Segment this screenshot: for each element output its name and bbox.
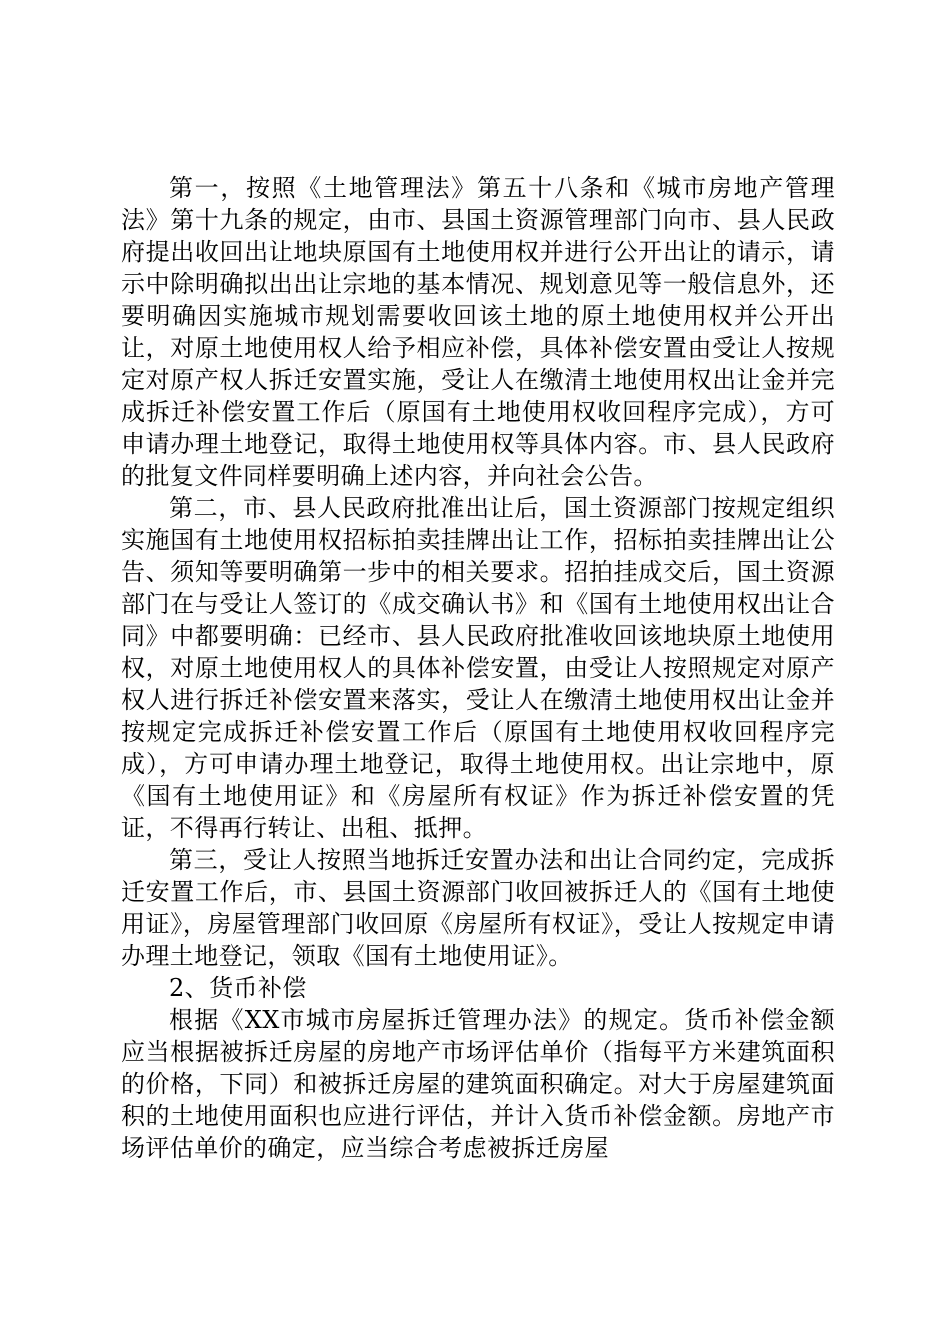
paragraph-second: 第二，市、县人民政府批准出让后，国土资源部门按规定组织实施国有土地使用权招标拍卖挂牌出让工作，招标拍卖挂牌出让公告、须知等要明确第一步中的相关要求。招拍挂成交后，国土资源部门在与受让人签订的《成交确认书》和《国有土地使用权出让合同》中都要明确：已经市、县人民政府批准收回该地块原土地使用权，对原土地使用权人的具体补偿安置，由受让人按照规定对原产权人进行拆迁补偿安置来落实，受让人在缴清土地使用权出让金并按规定完成拆迁补偿安置工作后（原国有土地使用权收回程序完成），方可申请办理土地登记，取得土地使用权。出让宗地中，原《国有土地使用证》和《房屋所有权证》作为拆迁补偿安置的凭证，不得再行转让、出租、抵押。 xyxy=(121,494,835,842)
document-body xyxy=(121,172,835,1164)
paragraph-first: 第一，按照《土地管理法》第五十八条和《城市房地产管理法》第十九条的规定，由市、县国土资源管理部门向市、县人民政府提出收回出让地块原国有土地使用权并进行公开出让的请示，请示中除明确拟出出让宗地的基本情况、规划意见等一般信息外，还要明确因实施城市规划需要收回该土地的原土地使用权并公开出让，对原土地使用权人给予相应补偿，具体补偿安置由受让人按规定对原产权人拆迁安置实施，受让人在缴清土地使用权出让金并完成拆迁补偿安置工作后（原国有土地使用权收回程序完成），方可申请办理土地登记，取得土地使用权等具体内容。市、县人民政府的批复文件同样要明确上述内容，并向社会公告。 xyxy=(121,174,835,490)
section-heading: 2、货币补偿 xyxy=(169,974,307,1002)
paragraph-third: 第三，受让人按照当地拆迁安置办法和出让合同约定，完成拆迁安置工作后，市、县国土资源部门收回被拆迁人的《国有土地使用证》，房屋管理部门收回原《房屋所有权证》，受让人按规定申请办理土地登记，领取《国有土地使用证》。 xyxy=(121,846,835,970)
paragraph-final: 根据《XX市城市房屋拆迁管理办法》的规定。货币补偿金额应当根据被拆迁房屋的房地产市场评估单价（指每平方米建筑面积的价格，下同）和被拆迁房屋的建筑面积确定。对大于房屋建筑面积的土地使用面积也应进行评估，并计入货币补偿金额。房地产市场评估单价的确定，应当综合考虑被拆迁房屋 xyxy=(121,1006,835,1162)
